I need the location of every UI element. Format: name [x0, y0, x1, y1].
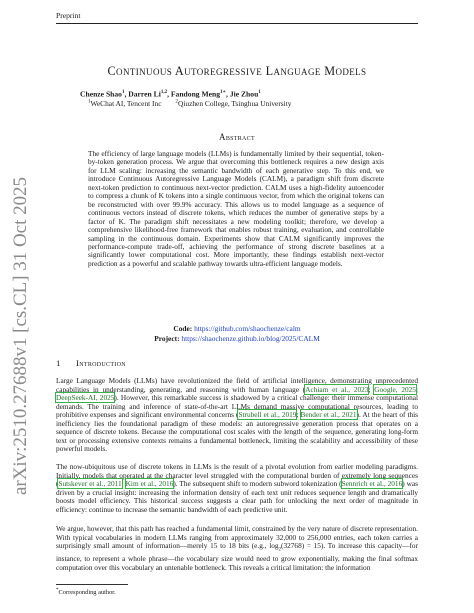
author-affiliation-mark: 1 [258, 90, 261, 95]
intro-paragraph-2 [56, 463, 418, 514]
author-separator: , [226, 89, 230, 99]
abstract-text: The efficiency of large language models (LLMs) is fundamentally limited by their sequential, token-by-token generation process. We argue that overcoming this bottleneck requires a new design axis for LLM scaling: increasing the semantic bandwidth of each generative step. To this end, we introduce Continuous Autoregressive Language Models (CALM), a paradigm shift from discrete next-token prediction to continuous next-vector prediction. CALM uses a high-fidelity autoencoder to compress a chunk of K tokens into a single continuous vector, from which the original tokens can be reconstructed with over 99.9% accuracy. This allows us to model language as a sequence of continuous vectors instead of discrete tokens, which reduces the number of generative steps by a factor of K. The paradigm shift necessitates a new modeling toolkit; therefore, we develop a comprehensive likelihood-free framework that enables robust training, evaluation, and controllable sampling in the continuous domain. Experiments show that CALM significantly improves the performance-compute trade-off, achieving the performance of strong discrete baselines at a significantly lower computational cost. More importantly, these findings establish next-vector prediction as a powerful and scalable pathway towards ultra-efficient language models. [88, 149, 384, 268]
author-name: Chenze Shao [80, 89, 122, 99]
body-text: ). However, this remarkable success is shadowed by a critical challenge: their immense computational demands. The training and inference of state-of-the-art LLMs demand massive computational resources, leading to prohibitive expenses and significant environmental concerns ( [56, 393, 419, 420]
footnote-mark: * [56, 588, 59, 593]
affiliations [88, 99, 408, 108]
citation-link[interactable]: Bender et al., 2021 [300, 410, 357, 420]
body-text: ; [415, 384, 418, 394]
arxiv-stamp [4, 170, 34, 500]
intro-paragraph-3 [56, 525, 418, 572]
author-name: Darren Li [128, 89, 161, 99]
body-text: ; [368, 384, 375, 394]
body-text: ). At the heart of this inefficiency lies the foundational paradigm of these models: an autoregressive generation process that operates on a sequence of discrete tokens. Because the computational cost scales with the length of the sequence, generating long-form text or processing extensive contexts remains a fundamental bottleneck, limiting the scalability and accessibility of these powerful models. [56, 410, 419, 454]
body-text: ). The subsequent shift to modern subword tokenization ( [173, 479, 342, 489]
author-separator: , [124, 89, 129, 99]
citation-link[interactable]: Achiam et al., 2023 [305, 384, 369, 394]
section-title: Introduction [76, 358, 126, 368]
running-head: Preprint [56, 11, 81, 20]
affiliation-mark: 2 [175, 99, 178, 105]
body-text: ; [296, 410, 301, 420]
author-separator: , [167, 89, 171, 99]
citation-link[interactable]: DeepSeek-AI, 2025 [56, 393, 115, 403]
author-affiliation-mark: 1,2 [160, 90, 168, 95]
affiliation-text: WeChat AI, Tencent Inc [90, 99, 162, 108]
affiliation-text: Qiuzhen College, Tsinghua University [178, 99, 292, 108]
citation-link[interactable]: Sennrich et al., 2016 [341, 479, 403, 489]
project-label: Project: [154, 334, 180, 343]
subscript: 2 [278, 547, 282, 553]
project-link-line [56, 334, 418, 343]
citation-link[interactable]: Google, 2025 [374, 384, 416, 394]
author-name: Fandong Meng [170, 89, 221, 99]
body-text: We argue, however, that this path has reached a fundamental limit, constrained by the very nature of discrete representation. With typical vocabularies in modern LLMs ranging from approximately 32,000 to 256,000 entries, each token carries a surprisingly small amount of information—merely 15 to 18 bits (e.g., log [56, 524, 418, 551]
section-heading [56, 358, 126, 368]
body-text: (32768) = 15). To increase this capacity—for instance, to represent a whole phrase—the vocabulary size would need to grow exponentially, making the final softmax computation over this vocabulary an untenable bottleneck. This reveals a critical limitation: the information [56, 541, 419, 572]
author-list [80, 89, 400, 99]
footnote [56, 588, 116, 596]
citation-link[interactable]: Kim et al., 2016 [125, 479, 174, 489]
body-text: Large Language Models (LLMs) have revolutionized the field of artificial intelligence, demonstrating unprecedented capabilities in understanding, generating, and reasoning with human language ( [56, 376, 418, 394]
arxiv-id: arXiv:2510.27688v1 [cs.CL] 31 Oct 2025 [10, 176, 31, 495]
footnote-rule [56, 584, 128, 585]
header-rule [56, 23, 418, 24]
code-label: Code: [173, 324, 193, 333]
code-link[interactable]: https://github.com/shaochenze/calm [194, 324, 301, 333]
citation-link[interactable]: Strubell et al., 2019 [238, 410, 297, 420]
author-affiliation-mark: 1∗ [220, 90, 227, 95]
paper-title: Continuous Autoregressive Language Models [107, 64, 367, 78]
footnote-text: Corresponding author. [58, 589, 116, 597]
citation-link[interactable]: Sutskever et al., 2011 [58, 479, 122, 489]
section-number: 1 [56, 358, 61, 368]
intro-paragraph-1 [56, 377, 418, 454]
author-name: Jie Zhou [229, 89, 259, 99]
affiliation-mark: 1 [88, 99, 91, 105]
body-text: The now-ubiquitous use of discrete tokens in LLMs is the result of a pivotal evolution from earlier modeling paradigms. Initially, models that operated at the character level struggled with the computational burden of extremely long sequences ( [56, 462, 418, 489]
body-text: ; [121, 479, 126, 489]
author-affiliation-mark: 1 [121, 90, 125, 95]
code-link-line [56, 324, 418, 333]
project-link[interactable]: https://shaochenze.github.io/blog/2025/CALM [181, 334, 320, 343]
abstract-heading: Abstract [219, 132, 255, 142]
body-text: ) was driven by a crucial insight: increasing the information density of each text unit reduces sequence length and dramatically boosts model efficiency. This historical success suggests a clear path for unlocking the next order of magnitude in efficiency: continue to increase the semantic bandwidth of each predictive unit. [56, 479, 418, 514]
